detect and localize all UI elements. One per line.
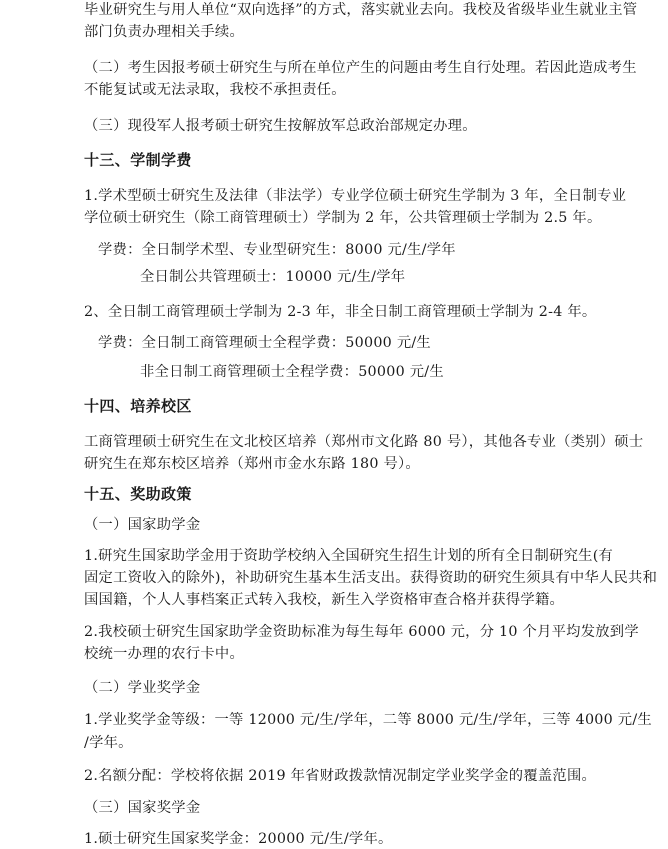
text-line: /学年。 — [84, 735, 133, 751]
text-line: （二）考生因报考硕士研究生与所在单位产生的问题由考生自行处理。若因此造成考生 — [84, 60, 637, 76]
text-line: 固定工资收入的除外)，补助研究生基本生活支出。获得资助的研究生须具有中华人民共和 — [84, 570, 658, 586]
text-line: 2.名额分配：学校将依据 2019 年省财政拨款情况制定学业奖学金的覆盖范围。 — [84, 768, 597, 784]
text-line: 2、全日制工商管理硕士学制为 2-3 年，非全日制工商管理硕士学制为 2-4 年。 — [84, 304, 597, 320]
text-line: 毕业研究生与用人单位“双向选择”的方式，落实就业去向。我校及省级毕业生就业主管 — [84, 2, 638, 18]
text-line: 1.学业奖学金等级：一等 12000 元/生/学年，二等 8000 元/生/学年，三等 4000 元/生 — [84, 712, 652, 728]
text-line: （二）学业奖学金 — [84, 680, 201, 696]
text-line: 学费：全日制学术型、专业型研究生：8000 元/生/学年 — [98, 242, 456, 258]
text-line: 1.硕士研究生国家奖学金：20000 元/生/学年。 — [84, 831, 393, 847]
text-line: 部门负责办理相关手续。 — [84, 24, 245, 40]
text-line: 1.研究生国家助学金用于资助学校纳入全国研究生招生计划的所有全日制研究生(有 — [84, 548, 614, 564]
text-line: 1.学术型硕士研究生及法律（非法学）专业学位硕士研究生学制为 3 年，全日制专业 — [84, 188, 627, 204]
text-line: 工商管理硕士研究生在文北校区培养（郑州市文化路 80 号），其他各专业（类别）硕士 — [84, 434, 644, 450]
text-line: 研究生在郑东校区培养（郑州市金水东路 180 号）。 — [84, 456, 420, 472]
text-line: 不能复试或无法录取，我校不承担责任。 — [84, 82, 346, 98]
text-line: （三）现役军人报考硕士研究生按解放军总政治部规定办理。 — [84, 118, 477, 134]
section-heading: 十四、培养校区 — [84, 397, 192, 415]
text-line: 学位硕士研究生（除工商管理硕士）学制为 2 年，公共管理硕士学制为 2.5 年。 — [84, 210, 602, 226]
text-line: 校统一办理的农行卡中。 — [84, 646, 245, 662]
text-line: 国国籍，个人人事档案正式转入我校，新生入学资格审查合格并获得学籍。 — [84, 592, 565, 608]
text-line: 全日制公共管理硕士：10000 元/生/学年 — [140, 269, 406, 285]
text-line: （一）国家助学金 — [84, 517, 201, 533]
text-line: 学费：全日制工商管理硕士全程学费：50000 元/生 — [98, 335, 431, 351]
section-heading: 十三、学制学费 — [84, 151, 192, 169]
text-line: 2.我校硕士研究生国家助学金资助标准为每生每年 6000 元，分 10 个月平均发放到学 — [84, 624, 639, 640]
section-heading: 十五、奖助政策 — [84, 485, 192, 503]
text-line: （三）国家奖学金 — [84, 800, 201, 816]
text-line: 非全日制工商管理硕士全程学费：50000 元/生 — [140, 364, 444, 380]
